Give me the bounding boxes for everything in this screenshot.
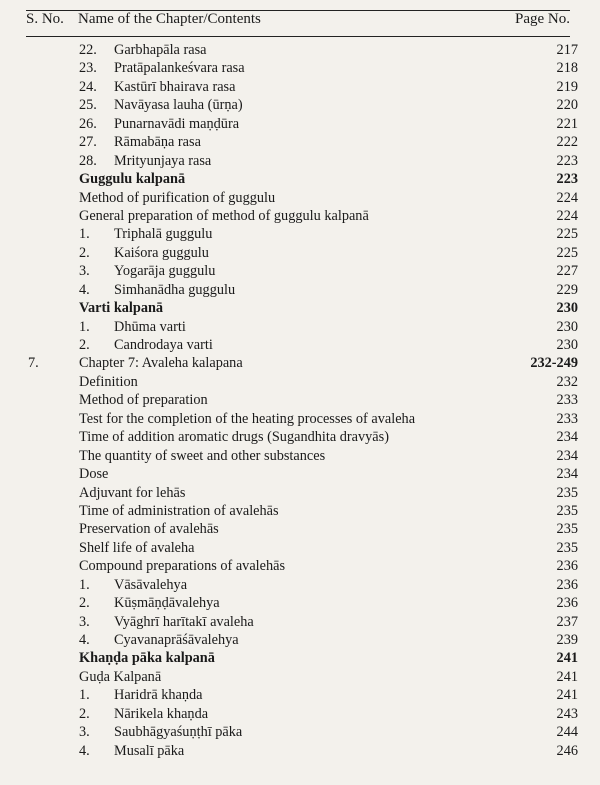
toc-row xyxy=(0,539,600,557)
row-number: 2. xyxy=(79,244,90,261)
row-page-number: 241 xyxy=(556,687,578,704)
row-title: Dhūma varti xyxy=(114,318,186,335)
toc-row xyxy=(0,391,600,409)
toc-row xyxy=(0,631,600,649)
row-sno: 7. xyxy=(28,355,39,372)
row-title: Vyāghrī harītakī avaleha xyxy=(114,613,254,630)
row-title: Kaiśora guggulu xyxy=(114,244,209,261)
row-number: 25. xyxy=(79,97,97,114)
row-title: Definition xyxy=(79,373,138,390)
toc-row xyxy=(0,484,600,502)
toc-row xyxy=(0,262,600,280)
row-number: 1. xyxy=(79,226,90,243)
row-title: The quantity of sweet and other substances xyxy=(79,447,326,464)
row-page-number: 222 xyxy=(556,134,578,151)
row-title: Haridrā khaṇda xyxy=(114,687,203,704)
row-page-number: 224 xyxy=(556,207,578,224)
row-page-number: 225 xyxy=(556,226,578,243)
row-number: 3. xyxy=(79,724,90,741)
row-page-number: 232-249 xyxy=(530,355,578,372)
row-title: Candrodaya varti xyxy=(114,337,213,353)
row-title: Compound preparations of avalehās xyxy=(79,558,286,575)
toc-row xyxy=(0,78,600,96)
row-page-number: 244 xyxy=(556,724,578,741)
row-title: Preservation of avalehās xyxy=(79,521,219,538)
row-number: 1. xyxy=(79,576,90,593)
toc-row xyxy=(0,447,600,465)
row-title: Mrityunjaya rasa xyxy=(114,152,212,169)
row-page-number: 235 xyxy=(556,502,578,519)
row-page-number: 236 xyxy=(556,558,578,575)
toc-row xyxy=(0,59,600,77)
toc-row xyxy=(0,207,600,225)
toc-row xyxy=(0,668,600,686)
toc-row xyxy=(0,336,600,354)
row-page-number: 218 xyxy=(556,60,578,77)
row-page-number: 217 xyxy=(556,42,578,58)
row-page-number: 224 xyxy=(556,189,578,206)
toc-row xyxy=(0,742,600,760)
row-title: Navāyasa lauha (ūrṇa) xyxy=(114,97,243,114)
toc-row xyxy=(0,686,600,704)
row-page-number: 243 xyxy=(556,705,578,722)
row-page-number: 234 xyxy=(556,447,578,464)
row-page-number: 225 xyxy=(556,244,578,261)
row-title: Rāmabāṇa rasa xyxy=(114,134,201,151)
row-number: 26. xyxy=(79,115,97,132)
row-title: Saubhāgyaśuṇṭhī pāka xyxy=(114,724,243,741)
row-page-number: 236 xyxy=(556,595,578,612)
row-title: Method of preparation xyxy=(79,392,208,409)
header-name: Name of the Chapter/Contents xyxy=(78,11,261,27)
toc-row xyxy=(0,170,600,188)
row-title: General preparation of method of guggulu kalpanā xyxy=(79,207,369,224)
row-page-number: 236 xyxy=(556,576,578,593)
toc-row xyxy=(0,133,600,151)
row-page-number: 230 xyxy=(556,300,578,317)
row-page-number: 239 xyxy=(556,632,578,648)
toc-row xyxy=(0,115,600,133)
row-page-number: 237 xyxy=(556,613,578,630)
toc-row xyxy=(0,723,600,741)
row-number: 22. xyxy=(79,42,97,58)
row-number: 4. xyxy=(79,281,90,298)
toc-row xyxy=(0,410,600,428)
row-number: 4. xyxy=(79,742,90,759)
row-number: 2. xyxy=(79,705,90,722)
row-page-number: 233 xyxy=(556,392,578,409)
row-number: 4. xyxy=(79,632,90,648)
row-title: Pratāpalankeśvara rasa xyxy=(114,60,245,77)
toc-row xyxy=(0,613,600,631)
row-page-number: 246 xyxy=(556,742,578,759)
toc-row xyxy=(0,281,600,299)
header-sno: S. No. xyxy=(26,11,64,27)
row-page-number: 220 xyxy=(556,97,578,114)
header-page: Page No. xyxy=(515,11,570,27)
row-title: Adjuvant for lehās xyxy=(79,484,186,501)
toc-row xyxy=(0,354,600,372)
row-page-number: 241 xyxy=(556,650,578,667)
toc-row xyxy=(0,576,600,594)
row-title: Garbhapāla rasa xyxy=(114,42,207,58)
row-page-number: 241 xyxy=(556,668,578,685)
row-page-number: 235 xyxy=(556,521,578,538)
toc-row xyxy=(0,428,600,446)
row-number: 1. xyxy=(79,687,90,704)
row-page-number: 219 xyxy=(556,78,578,95)
row-number: 3. xyxy=(79,263,90,280)
row-title: Time of addition aromatic drugs (Sugandhita dravyās) xyxy=(79,429,389,446)
toc-row xyxy=(0,373,600,391)
row-page-number: 230 xyxy=(556,337,578,353)
row-page-number: 235 xyxy=(556,484,578,501)
row-number: 27. xyxy=(79,134,97,151)
toc-row xyxy=(0,152,600,170)
toc-row xyxy=(0,96,600,114)
toc-page xyxy=(0,10,600,785)
row-title: Test for the completion of the heating processes of avaleha xyxy=(79,410,416,427)
row-title: Guḍa Kalpanā xyxy=(79,668,162,685)
row-page-number: 233 xyxy=(556,410,578,427)
row-page-number: 230 xyxy=(556,318,578,335)
row-title: Kūṣmāṇḍāvalehya xyxy=(114,595,220,612)
row-number: 28. xyxy=(79,152,97,169)
row-number: 1. xyxy=(79,318,90,335)
row-number: 2. xyxy=(79,337,90,353)
row-page-number: 234 xyxy=(556,429,578,446)
row-page-number: 223 xyxy=(556,171,578,188)
toc-row xyxy=(0,318,600,336)
section-title: Varti kalpanā xyxy=(79,300,164,317)
row-page-number: 223 xyxy=(556,152,578,169)
row-title: Punarnavādi maṇḍūra xyxy=(114,115,240,132)
toc-row xyxy=(0,502,600,520)
row-title: Time of administration of avalehās xyxy=(79,502,279,519)
row-page-number: 227 xyxy=(556,263,578,280)
row-number: 24. xyxy=(79,78,97,95)
section-title: Khaṇḍa pāka kalpanā xyxy=(79,650,215,667)
row-title: Yogarāja guggulu xyxy=(114,263,216,280)
row-number: 3. xyxy=(79,613,90,630)
toc-row xyxy=(0,41,600,59)
row-page-number: 234 xyxy=(556,466,578,483)
row-page-number: 221 xyxy=(556,115,578,132)
toc-row xyxy=(0,705,600,723)
toc-row xyxy=(0,244,600,262)
row-title: Dose xyxy=(79,466,109,483)
toc-row xyxy=(0,465,600,483)
row-page-number: 232 xyxy=(556,373,578,390)
row-title: Cyavanaprāśāvalehya xyxy=(114,632,239,648)
row-number: 2. xyxy=(79,595,90,612)
row-title: Nārikela khaṇda xyxy=(114,705,209,722)
row-page-number: 235 xyxy=(556,539,578,556)
row-page-number: 229 xyxy=(556,281,578,298)
toc-row xyxy=(0,225,600,243)
toc-row xyxy=(0,557,600,575)
toc-row xyxy=(0,299,600,317)
toc-row xyxy=(0,649,600,667)
chapter-title: Chapter 7: Avaleha kalapana xyxy=(79,355,243,372)
toc-rows xyxy=(0,41,600,760)
row-number: 23. xyxy=(79,60,97,77)
row-title: Method of purification of guggulu xyxy=(79,189,276,206)
toc-row xyxy=(0,594,600,612)
toc-row xyxy=(0,189,600,207)
row-title: Kastūrī bhairava rasa xyxy=(114,78,236,95)
row-title: Shelf life of avaleha xyxy=(79,539,195,556)
section-title: Guggulu kalpanā xyxy=(79,171,186,188)
row-title: Musalī pāka xyxy=(114,742,185,759)
row-title: Simhanādha guggulu xyxy=(114,281,236,298)
toc-header xyxy=(26,10,570,37)
row-title: Vāsāvalehya xyxy=(114,576,188,593)
row-title: Triphalā guggulu xyxy=(114,226,213,243)
toc-row xyxy=(0,520,600,538)
